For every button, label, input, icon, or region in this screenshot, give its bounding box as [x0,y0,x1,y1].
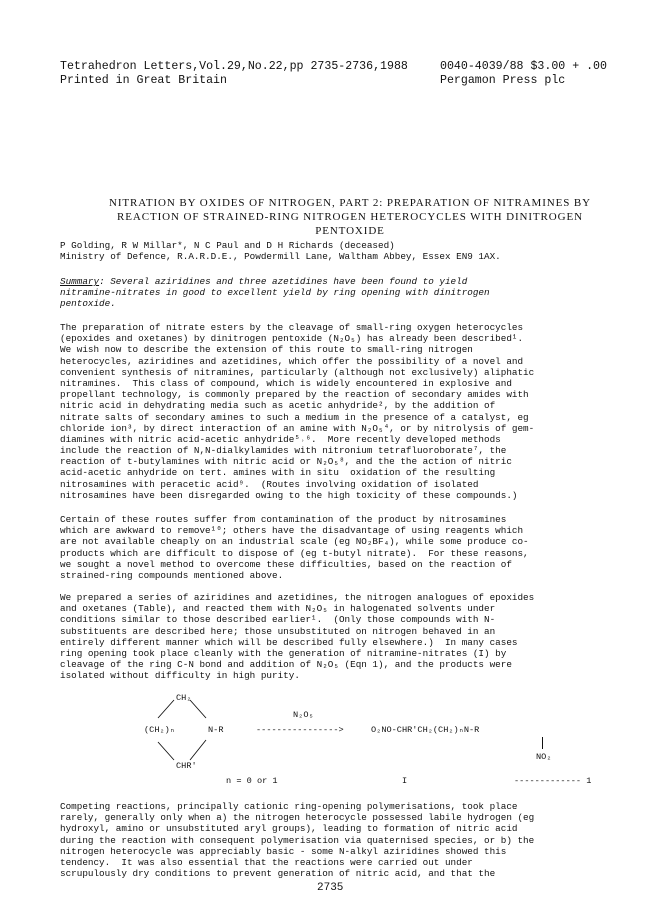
compound-label: I [402,776,408,786]
body-line: are not available cheaply on an industrial scale (eg NO₂BF₄), while some produce co- [60,536,529,548]
body-line: diamines with nitric acid-acetic anhydride⁵˒⁶. More recently developed methods [60,433,501,445]
body-line: nitrate salts of secondary amines to such a medium in the presence of a catalyst, eg [60,411,529,423]
body-line: (epoxides and oxetanes) by dinitrogen pentoxide (N₂O₅) has already been described¹. [60,333,524,345]
body-line: reaction of t-butylamines with nitric acid or N₂O₅⁸, and the the action of nitric [60,456,512,468]
body-line: nitramines. This class of compound, which is widely encountered in explosive and [60,377,512,389]
title-line-2: REACTION OF STRAINED-RING NITROGEN HETEROCYCLES WITH DINITROGEN [117,211,583,223]
body-line: Competing reactions, principally cationic ring-opening polymerisations, took place [60,801,518,812]
body-line: substituents are described here; those unsubstituted on nitrogen behaved in an [60,625,496,637]
body-line: Certain of these routes suffer from contamination of the product by nitrosamines [60,514,507,525]
body-line: which are awkward to remove¹⁰; others have the disadvantage of using reagents which [60,525,524,537]
equation-number: ------------- 1 [514,776,592,786]
body-line: and oxetanes (Table), and reacted them with N₂O₅ in halogenated solvents under [60,603,496,615]
body-line: The preparation of nitrate esters by the cleavage of small-ring oxygen heterocycles [60,322,524,333]
body-line: we sought a novel method to overcome these difficulties, based on the reaction of [60,558,512,570]
product-formula: O₂NO-CHR'CH₂(CH₂)ₙN-R [371,725,480,735]
publisher: Pergamon Press plc [440,74,566,87]
body-line: conditions similar to those described earlier¹. (Only those compounds with N- [60,614,496,626]
no2-label: NO₂ [536,752,552,762]
paragraph-3 [60,592,620,682]
ch2-label: CH₂ [176,693,192,703]
journal-citation: Tetrahedron Letters,Vol.29,No.22,pp 2735-2736,1988 [60,60,408,73]
summary-text-3: pentoxide. [60,298,116,310]
body-line: hydroxyl, amino or unsubstituted aryl groups), leading to formation of nitric acid [60,823,518,835]
body-line: convenient synthesis of nitramines, particularly (although not exclusively) aliphatic [60,366,535,378]
author-names: P Golding, R W Millar*, N C Paul and D H Richards (deceased) [60,240,395,251]
body-line: include the reaction of N,N-dialkylamides with nitronium tetrafluoroborate⁷, the [60,445,507,457]
paragraph-2 [60,514,620,581]
body-line: cleavage of the ring C-N bond and addition of N₂O₅ (Eqn 1), and the products were [60,659,512,671]
paragraph-1 [60,322,620,501]
body-line: nitric acid in dehydrating media such as acetic anhydride², by the addition of [60,400,496,412]
summary-text-1: : Several aziridines and three azetidines have been found to yield [99,276,468,287]
affiliation: Ministry of Defence, R.A.R.D.E., Powdermill Lane, Waltham Abbey, Essex EN9 1AX. [60,251,501,263]
summary-text-2: nitramine-nitrates in good to excellent yield by ring opening with dinitrogen [60,287,490,299]
body-line: nitrogen heterocycle was appreciably basic - some N-alkyl aziridines showed this [60,845,507,857]
body-line: isolated without difficulty in high purity. [60,670,300,682]
body-line: products which are difficult to dispose of (eg t-butyl nitrate). For these reasons, [60,547,529,559]
summary [60,276,620,310]
ring-ch2n-label: (CH₂)ₙ [144,725,175,735]
body-line: nitrosamines have been disregarded owing to the high toxicity of these compounds.) [60,489,518,501]
reaction-arrow: ----------------> [256,725,344,735]
body-line: We prepared a series of aziridines and azetidines, the nitrogen analogues of epoxides [60,592,535,603]
title-line-3: PENTOXIDE [315,225,385,237]
body-line: nitrosamines with peracetic acid⁹. (Routes involving oxidation of isolated [60,478,479,490]
body-line: scrupulously dry conditions to prevent generation of nitric acid, and that the [60,868,496,880]
reagent-label: N₂O₅ [293,710,314,720]
body-line: chloride ion³, by direct interaction of an amine with N₂O₅⁴, or by nitrolysis of gem- [60,422,535,434]
nr-label: N-R [208,725,224,735]
body-line: tendency. It was also essential that the reactions were carried out under [60,856,473,868]
body-line: propellant technology, is commonly prepared by the reaction of secondary amides with [60,389,529,401]
issn-price: 0040-4039/88 $3.00 + .00 [440,60,607,73]
paragraph-4 [60,801,620,879]
summary-label: Summary [60,276,100,287]
body-line: strained-ring compounds mentioned above. [60,569,284,581]
n-values: n = 0 or 1 [226,776,278,786]
body-line: heterocycles, aziridines and azetidines, which offer the possibility of a novel and [60,355,524,367]
title-line-1: NITRATION BY OXIDES OF NITROGEN, PART 2: PREPARATION OF NITRAMINES BY [108,197,592,209]
nitro-bond [542,737,543,749]
author-block [60,240,620,262]
body-line: ring opening took place cleanly with the generation of nitramine-nitrates (I) by [60,647,507,659]
body-line: entirely different manner which will be described fully elsewhere.) In many cases [60,636,518,648]
chr-label: CHR' [176,761,197,771]
body-line: acid-acetic anhydride on tert. amines with in situ oxidation of the resulting [60,467,496,479]
article-title [60,196,640,238]
body-line: during the reaction with consequent polymerisation via quaternised species, or b) the [60,834,535,846]
body-line: rarely, generally only when a) the nitrogen heterocycle possessed labile hydrogen (eg [60,812,535,824]
page-number: 2735 [317,882,344,894]
body-line: We wish now to describe the extension of this route to small-ring nitrogen [60,344,473,356]
printed-in: Printed in Great Britain [60,74,227,87]
